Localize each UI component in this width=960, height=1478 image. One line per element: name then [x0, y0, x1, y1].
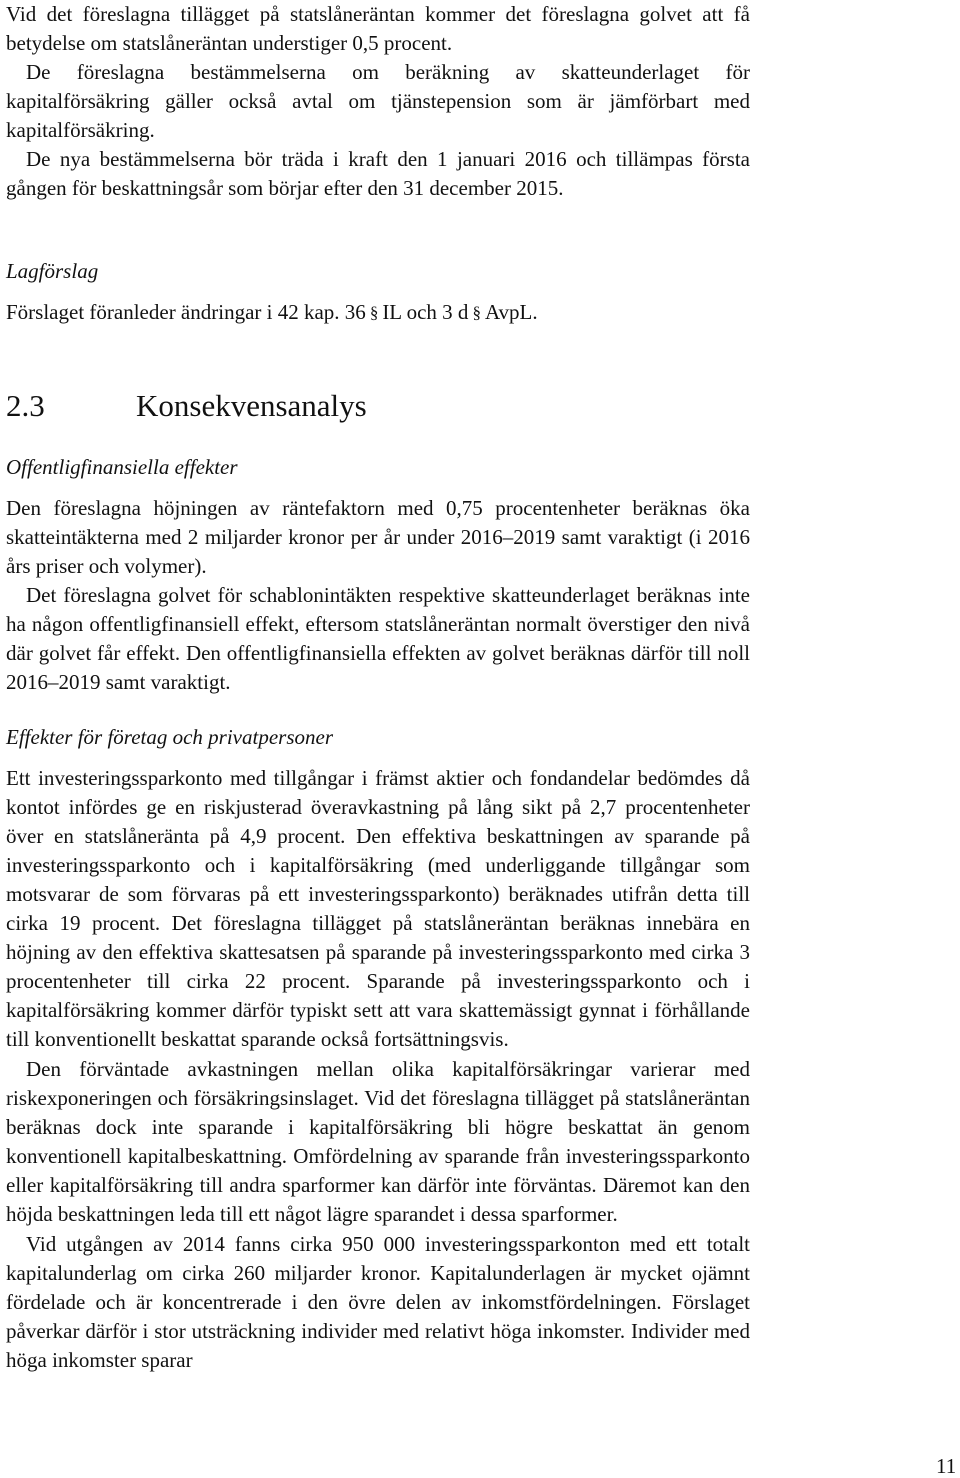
intro-paragraph-2: De föreslagna bestämmelserna om beräkning av skatteunderlaget för kapitalförsäkring gäller också avtal om tjänstepension som är jämförbart med kapitalförsäkring.	[6, 60, 750, 142]
offentlig-section	[6, 453, 750, 697]
lagforslag-section	[6, 257, 750, 327]
offentlig-paragraph-2: Det föreslagna golvet för schablonintäkten respektive skatteunderlaget beräknas inte ha någon offentligfinansiell effekt, eftersom statslåneräntan normalt överstiger den nivå där golvet får effekt. Den offentligfinansiella effekten av golvet beräknas därför till noll 2016–2019 samt varaktigt.	[6, 583, 750, 694]
lagforslag-text-part3: AvpL.	[484, 300, 538, 324]
foretag-section	[6, 723, 750, 1375]
lagforslag-heading: Lagförslag	[6, 259, 99, 283]
foretag-paragraph-1: Ett investeringssparkonto med tillgångar i främst aktier och fondandelar bedömdes då kontot infördes ge en riskjusterad överavkastning på lång sikt på 2,7 procentenheter över en statslåneränta på 4,9 procent. Den effektiva beskattningen av sparande på investeringssparkonto och i kapitalförsäkring (med underliggande tillgångar som motsvarar de som förvaras på ett investeringssparkonto) beräknades utifrån detta till cirka 19 procent. Det föreslagna tillägget på statslåneräntan beräknas innebära en höjning av den effektiva skattesatsen på sparande på investeringssparkonto med cirka 3 procentenheter till cirka 22 procent. Sparande på investeringssparkonto och i kapitalförsäkring kommer därför typiskt sett att vara skattemässigt gynnat i förhållande till konventionellt beskattat sparande också fortsättningsvis.	[6, 766, 750, 1051]
foretag-paragraph-2: Den förväntade avkastningen mellan olika kapitalförsäkringar varierar med riskexponeringen och försäkringsinslaget. Vid det föreslagna tillägget på statslåneräntan beräknas dock inte sparande i kapitalförsäkring bli högre beskattat än genom konventionell kapitalbeskattning. Omfördelning av sparande från investeringssparkonto eller kapitalförsäkring till andra sparformer kan därför inte förväntas. Däremot kan den höjda beskattningen leda till ett något lägre sparandet i dessa sparformer.	[6, 1057, 750, 1226]
foretag-heading: Effekter för företag och privatpersoner	[6, 725, 333, 749]
chapter-number: 2.3	[6, 388, 45, 423]
intro-section	[6, 0, 750, 203]
intro-paragraph-1: Vid det föreslagna tillägget på statslåneräntan kommer det föreslagna golvet att få betydelse om statslåneräntan understiger 0,5 procent.	[6, 2, 750, 55]
lagforslag-text	[6, 298, 750, 327]
chapter-heading	[6, 386, 750, 426]
offentlig-paragraph-1: Den föreslagna höjningen av räntefaktorn med 0,75 procentenheter beräknas öka skatteintäkterna med 2 miljarder kronor per år under 2016–2019 samt varaktigt (i 2016 års priser och volymer).	[6, 496, 750, 578]
intro-paragraph-3: De nya bestämmelserna bör träda i kraft den 1 januari 2016 och tillämpas första gången för beskattningsår som börjar efter den 31 december 2015.	[6, 147, 750, 200]
foretag-paragraph-3: Vid utgången av 2014 fanns cirka 950 000 investeringssparkonton med ett totalt kapitalunderlag om cirka 260 miljarder kronor. Kapitalunderlagen är mycket ojämnt fördelade och är koncentrerade i den övre delen av inkomstfördelningen. Förslaget påverkar därför i stor utsträckning individer med relativt höga inkomster. Individer med höga inkomster sparar	[6, 1232, 750, 1372]
page-number: 11	[936, 1454, 957, 1478]
section-symbol: §	[472, 303, 481, 322]
lagforslag-text-part2: IL och 3 d	[382, 300, 469, 324]
lagforslag-text-part1: Förslaget föranleder ändringar i 42 kap. 36	[6, 300, 366, 324]
section-symbol: §	[369, 303, 379, 322]
offentlig-heading: Offentligfinansiella effekter	[6, 455, 238, 479]
chapter-title: Konsekvensanalys	[136, 388, 367, 423]
